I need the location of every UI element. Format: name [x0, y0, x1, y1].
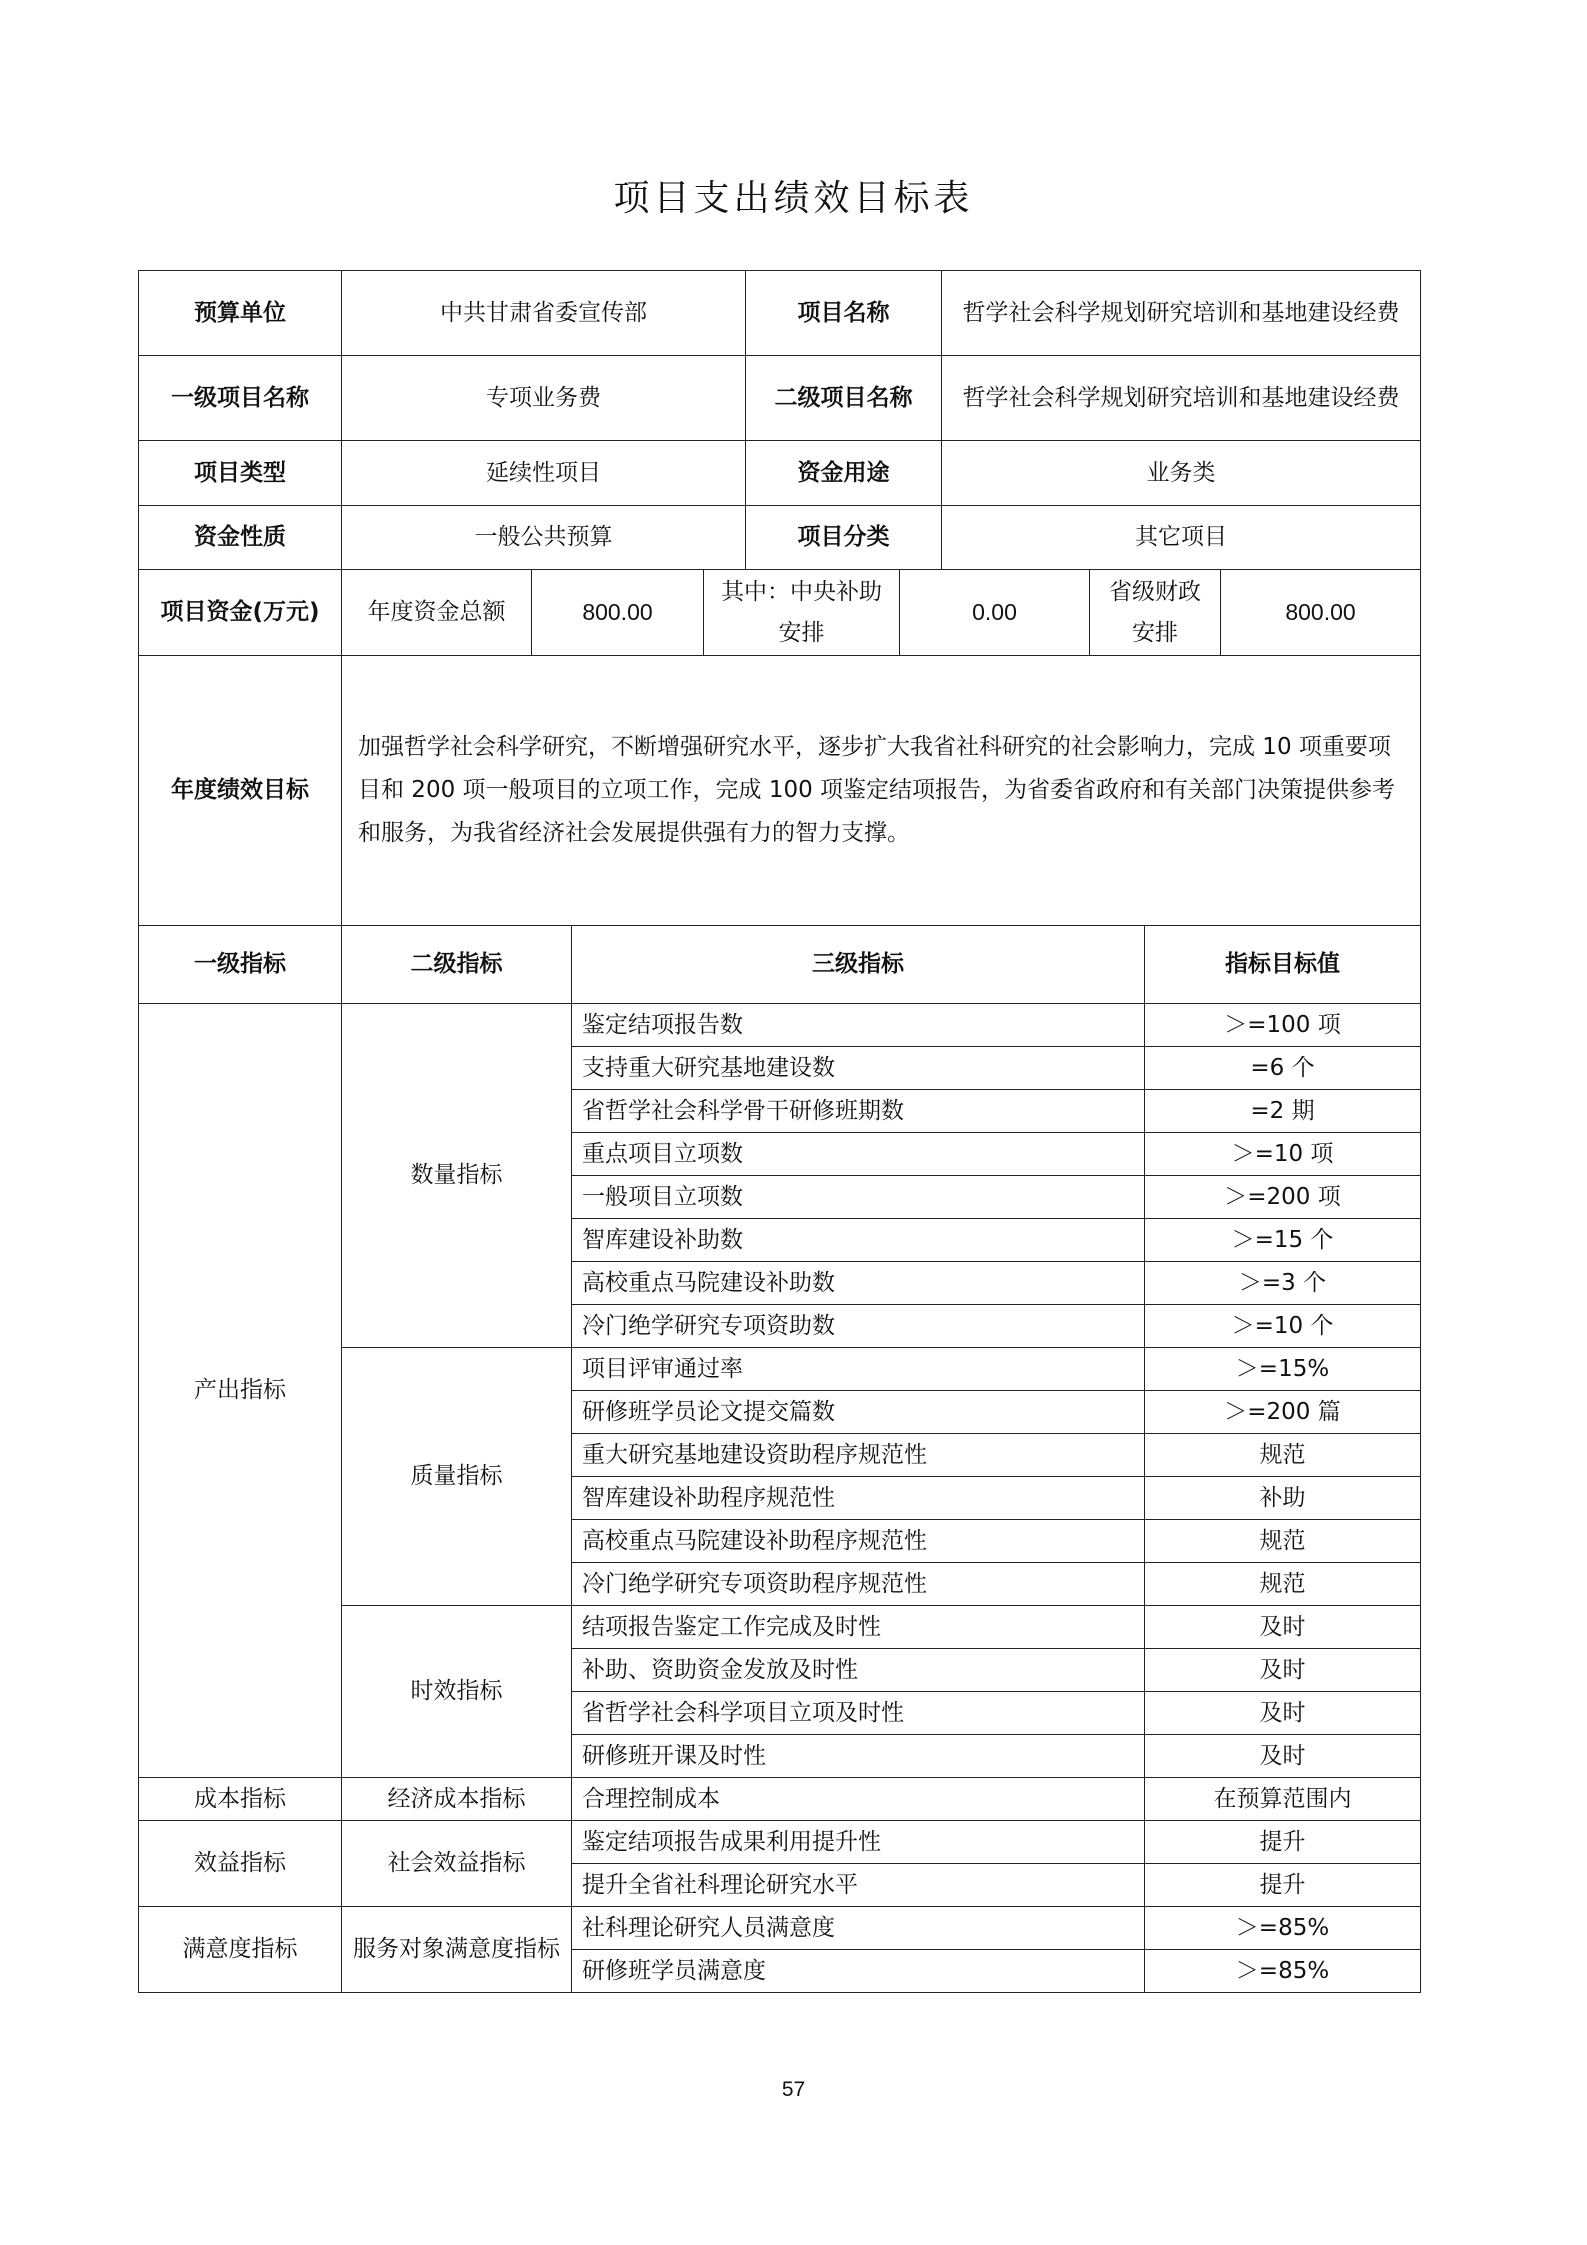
budget-unit-label: 预算单位: [139, 271, 342, 356]
indicator-name: 重大研究基地建设资助程序规范性: [572, 1434, 1145, 1477]
row-budget-unit: [139, 271, 1421, 356]
project-type-value: 延续性项目: [342, 441, 746, 506]
col-level1-header: 一级指标: [139, 926, 342, 1004]
fund-nature-value: 一般公共预算: [342, 506, 746, 570]
col-target-header: 指标目标值: [1145, 926, 1421, 1004]
indicators-table: [138, 925, 1421, 1993]
category-label: 项目分类: [746, 506, 942, 570]
indicator-value: 规范: [1145, 1520, 1421, 1563]
annual-total-value: 800.00: [532, 570, 704, 656]
indicator-name: 补助、资助资金发放及时性: [572, 1649, 1145, 1692]
indicator-value: ＞=10 项: [1145, 1133, 1421, 1176]
page-title: 项目支出绩效目标表: [613, 178, 974, 219]
indicator-name: 研修班学员满意度: [572, 1950, 1145, 1993]
indicator-value: ＞=85%: [1145, 1907, 1421, 1950]
budget-unit-value: 中共甘肃省委宣传部: [342, 271, 746, 356]
indicator-name: 智库建设补助程序规范性: [572, 1477, 1145, 1520]
indicator-name: 省哲学社会科学项目立项及时性: [572, 1692, 1145, 1735]
annual-total-label: 年度资金总额: [342, 570, 532, 656]
project-name-label: 项目名称: [746, 271, 942, 356]
cost-indicator-cell: 成本指标: [139, 1778, 342, 1821]
social-benefit-indicator-cell: 社会效益指标: [342, 1821, 572, 1907]
indicator-row: [139, 1004, 1421, 1047]
indicator-value: 及时: [1145, 1649, 1421, 1692]
indicator-value: 提升: [1145, 1864, 1421, 1907]
indicator-value: 在预算范围内: [1145, 1778, 1421, 1821]
indicator-name: 社科理论研究人员满意度: [572, 1907, 1145, 1950]
fund-use-value: 业务类: [942, 441, 1421, 506]
econ-cost-indicator-cell: 经济成本指标: [342, 1778, 572, 1821]
indicator-name: 支持重大研究基地建设数: [572, 1047, 1145, 1090]
indicator-name: 重点项目立项数: [572, 1133, 1145, 1176]
indicator-value: ＞=200 篇: [1145, 1391, 1421, 1434]
indicator-value: ＞=15 个: [1145, 1219, 1421, 1262]
indicator-name: 一般项目立项数: [572, 1176, 1145, 1219]
indicator-value: 及时: [1145, 1735, 1421, 1778]
indicator-value: =6 个: [1145, 1047, 1421, 1090]
indicator-row: [139, 1907, 1421, 1950]
quality-indicator-cell: 质量指标: [342, 1348, 572, 1606]
indicator-name: 冷门绝学研究专项资助数: [572, 1305, 1145, 1348]
project-info-table: [138, 270, 1421, 926]
category-value: 其它项目: [942, 506, 1421, 570]
timeliness-indicator-cell: 时效指标: [342, 1606, 572, 1778]
row-project-type: [139, 441, 1421, 506]
indicator-name: 智库建设补助数: [572, 1219, 1145, 1262]
indicator-value: ＞=85%: [1145, 1950, 1421, 1993]
col-level2-header: 二级指标: [342, 926, 572, 1004]
provincial-label: 省级财政安排: [1090, 570, 1221, 656]
level1-name-label: 一级项目名称: [139, 356, 342, 441]
goal-text: 加强哲学社会科学研究，不断增强研究水平，逐步扩大我省社科研究的社会影响力，完成 10 项重要项目和 200 项一般项目的立项工作，完成 100 项鉴定结项报告，为省委省政府和有关部门决策提供参考和服务，为我省经济社会发展提供强有力的智力支撑。: [342, 656, 1421, 926]
indicator-value: 规范: [1145, 1563, 1421, 1606]
service-satisfaction-indicator-cell: 服务对象满意度指标: [342, 1907, 572, 1993]
goal-label: 年度绩效目标: [139, 656, 342, 926]
indicator-name: 省哲学社会科学骨干研修班期数: [572, 1090, 1145, 1133]
level2-name-value: 哲学社会科学规划研究培训和基地建设经费: [942, 356, 1421, 441]
project-type-label: 项目类型: [139, 441, 342, 506]
indicator-name: 冷门绝学研究专项资助程序规范性: [572, 1563, 1145, 1606]
row-annual-goal: [139, 656, 1421, 926]
indicator-value: 及时: [1145, 1606, 1421, 1649]
indicator-row: [139, 1778, 1421, 1821]
indicator-value: =2 期: [1145, 1090, 1421, 1133]
indicator-value: 提升: [1145, 1821, 1421, 1864]
satisfaction-indicator-cell: 满意度指标: [139, 1907, 342, 1993]
indicator-value: ＞=15%: [1145, 1348, 1421, 1391]
indicator-name: 结项报告鉴定工作完成及时性: [572, 1606, 1145, 1649]
indicator-name: 高校重点马院建设补助程序规范性: [572, 1520, 1145, 1563]
indicator-value: 及时: [1145, 1692, 1421, 1735]
row-funds: [139, 570, 1421, 656]
indicator-name: 鉴定结项报告数: [572, 1004, 1145, 1047]
output-indicator-cell: 产出指标: [139, 1004, 342, 1778]
project-name-value: 哲学社会科学规划研究培训和基地建设经费: [942, 271, 1421, 356]
col-level3-header: 三级指标: [572, 926, 1145, 1004]
indicator-name: 鉴定结项报告成果利用提升性: [572, 1821, 1145, 1864]
page-number: 57: [781, 2078, 806, 2101]
fund-use-label: 资金用途: [746, 441, 942, 506]
row-level1-name: [139, 356, 1421, 441]
quantity-indicator-cell: 数量指标: [342, 1004, 572, 1348]
indicator-name: 项目评审通过率: [572, 1348, 1145, 1391]
indicator-row: [139, 1821, 1421, 1864]
level2-name-label: 二级项目名称: [746, 356, 942, 441]
fund-nature-label: 资金性质: [139, 506, 342, 570]
funds-label: 项目资金(万元): [139, 570, 342, 656]
central-label: 其中：中央补助安排: [704, 570, 900, 656]
central-value: 0.00: [900, 570, 1090, 656]
indicator-name: 合理控制成本: [572, 1778, 1145, 1821]
indicator-value: 规范: [1145, 1434, 1421, 1477]
indicator-value: ＞=3 个: [1145, 1262, 1421, 1305]
indicator-value: 补助: [1145, 1477, 1421, 1520]
indicator-value: ＞=100 项: [1145, 1004, 1421, 1047]
row-fund-nature: [139, 506, 1421, 570]
indicator-value: ＞=200 项: [1145, 1176, 1421, 1219]
indicator-name: 高校重点马院建设补助数: [572, 1262, 1145, 1305]
indicator-name: 提升全省社科理论研究水平: [572, 1864, 1145, 1907]
provincial-value: 800.00: [1221, 570, 1421, 656]
level1-name-value: 专项业务费: [342, 356, 746, 441]
indicator-name: 研修班开课及时性: [572, 1735, 1145, 1778]
indicator-name: 研修班学员论文提交篇数: [572, 1391, 1145, 1434]
benefit-indicator-cell: 效益指标: [139, 1821, 342, 1907]
indicators-header-row: [139, 926, 1421, 1004]
indicator-value: ＞=10 个: [1145, 1305, 1421, 1348]
